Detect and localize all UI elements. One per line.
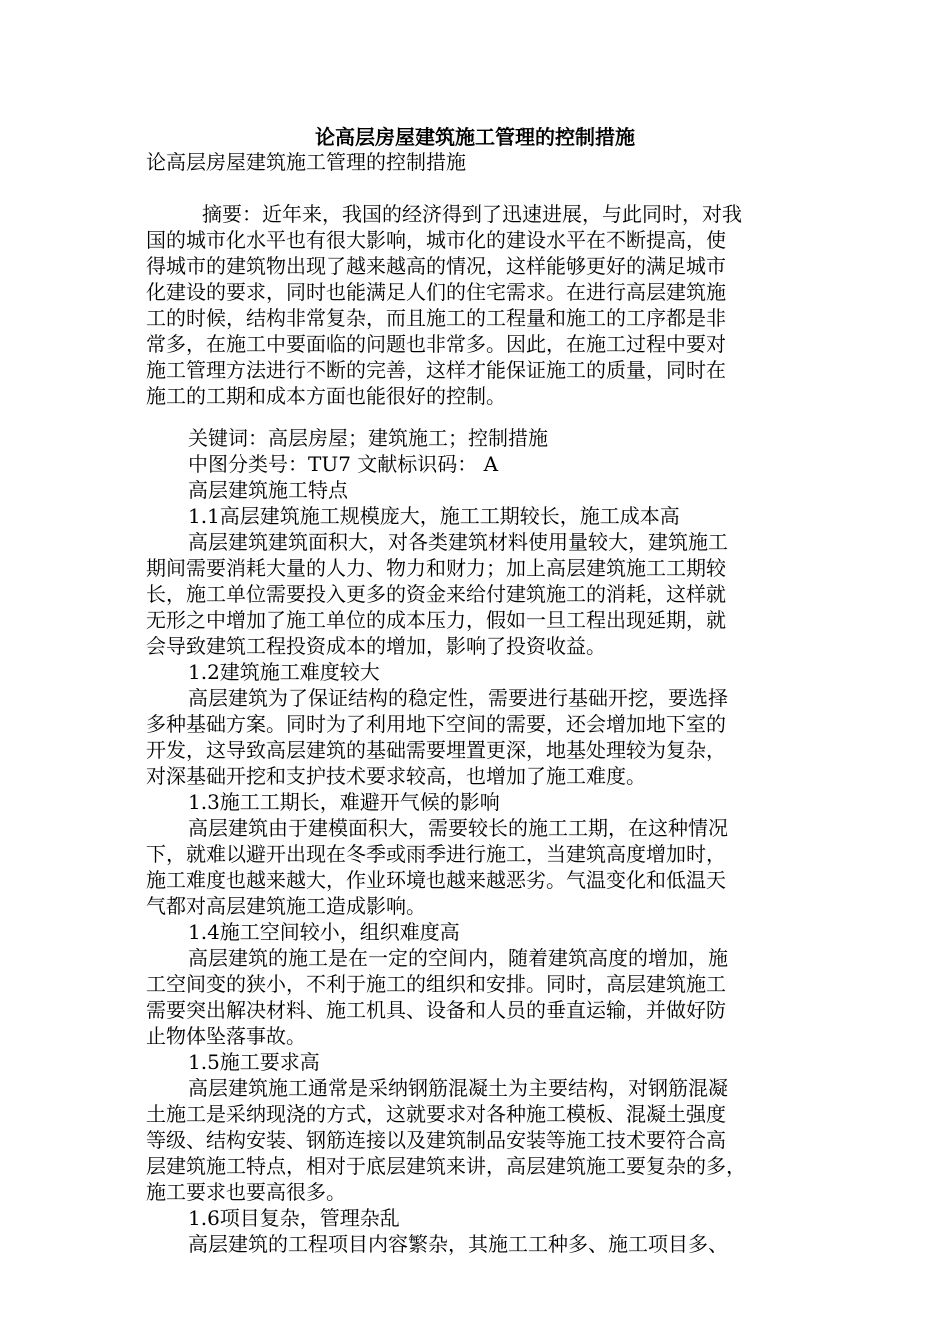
paragraph-line: 需要突出解决材料、施工机具、设备和人员的垂直运输，并做好防 bbox=[146, 998, 726, 1022]
paragraph-line: 无形之中增加了施工单位的成本压力，假如一旦工程出现延期，就 bbox=[146, 608, 726, 632]
paragraph-line: 对深基础开挖和支护技术要求较高，也增加了施工难度。 bbox=[146, 764, 646, 788]
abstract-line: 工的时候，结构非常复杂，而且施工的工程量和施工的工序都是非 bbox=[146, 306, 726, 330]
abstract-line: 国的城市化水平也有很大影响，城市化的建设水平在不断提高，使 bbox=[146, 228, 726, 252]
paragraph-line: 气都对高层建筑施工造成影响。 bbox=[146, 894, 426, 918]
paragraph-line: 高层建筑的工程项目内容繁杂，其施工工种多、施工项目多、 bbox=[188, 1232, 728, 1256]
subsection-heading: 1.4施工空间较小，组织难度高 bbox=[188, 920, 460, 944]
abstract-line: 施工管理方法进行不断的完善，这样才能保证施工的质量，同时在 bbox=[146, 358, 726, 382]
abstract-line: 施工的工期和成本方面也能很好的控制。 bbox=[146, 384, 506, 408]
abstract-line: 得城市的建筑物出现了越来越高的情况，这样能够更好的满足城市 bbox=[146, 254, 726, 278]
paragraph-line: 高层建筑建筑面积大，对各类建筑材料使用量较大，建筑施工 bbox=[188, 530, 728, 554]
keywords: 关键词：高层房屋；建筑施工；控制措施 bbox=[188, 426, 548, 450]
section-heading: 高层建筑施工特点 bbox=[188, 478, 348, 502]
paragraph-line: 长，施工单位需要投入更多的资金来给付建筑施工的消耗，这样就 bbox=[146, 582, 726, 606]
paragraph-line: 高层建筑施工通常是采纳钢筋混凝土为主要结构，对钢筋混凝 bbox=[188, 1076, 728, 1100]
paragraph-line: 土施工是采纳现浇的方式，这就要求对各种施工模板、混凝土强度 bbox=[146, 1102, 726, 1126]
abstract-line: 常多，在施工中要面临的问题也非常多。因此，在施工过程中要对 bbox=[146, 332, 726, 356]
subsection-heading: 1.2建筑施工难度较大 bbox=[188, 660, 380, 684]
paragraph-line: 层建筑施工特点，相对于底层建筑来讲，高层建筑施工要复杂的多， bbox=[146, 1154, 746, 1178]
subsection-heading: 1.3施工工期长，难避开气候的影响 bbox=[188, 790, 500, 814]
abstract-line: 化建设的要求，同时也能满足人们的住宅需求。在进行高层建筑施 bbox=[146, 280, 726, 304]
paragraph-line: 多种基础方案。同时为了利用地下空间的需要，还会增加地下室的 bbox=[146, 712, 726, 736]
paragraph-line: 等级、结构安装、钢筋连接以及建筑制品安装等施工技术要符合高 bbox=[146, 1128, 726, 1152]
paragraph-line: 下，就难以避开出现在冬季或雨季进行施工，当建筑高度增加时， bbox=[146, 842, 726, 866]
paragraph-line: 高层建筑为了保证结构的稳定性，需要进行基础开挖，要选择 bbox=[188, 686, 728, 710]
paragraph-line: 止物体坠落事故。 bbox=[146, 1024, 306, 1048]
paragraph-line: 高层建筑由于建模面积大，需要较长的施工工期，在这种情况 bbox=[188, 816, 728, 840]
abstract-line: 摘要：近年来，我国的经济得到了迅速进展，与此同时，对我 bbox=[202, 202, 742, 226]
classification: 中图分类号：TU7 文献标识码： A bbox=[188, 452, 499, 476]
paragraph-line: 会导致建筑工程投资成本的增加，影响了投资收益。 bbox=[146, 634, 606, 658]
paragraph-line: 开发，这导致高层建筑的基础需要埋置更深，地基处理较为复杂， bbox=[146, 738, 726, 762]
subsection-heading: 1.6项目复杂，管理杂乱 bbox=[188, 1206, 400, 1230]
paragraph-line: 期间需要消耗大量的人力、物力和财力；加上高层建筑施工工期较 bbox=[146, 556, 726, 580]
subsection-heading: 1.5施工要求高 bbox=[188, 1050, 320, 1074]
paragraph-line: 高层建筑的施工是在一定的空间内，随着建筑高度的增加，施 bbox=[188, 946, 728, 970]
document-subtitle: 论高层房屋建筑施工管理的控制措施 bbox=[146, 150, 466, 174]
paragraph-line: 施工难度也越来越大，作业环境也越来越恶劣。气温变化和低温天 bbox=[146, 868, 726, 892]
subsection-heading: 1.1高层建筑施工规模庞大，施工工期较长，施工成本高 bbox=[188, 504, 680, 528]
document-title: 论高层房屋建筑施工管理的控制措施 bbox=[315, 125, 635, 149]
paragraph-line: 工空间变的狭小，不利于施工的组织和安排。同时，高层建筑施工 bbox=[146, 972, 726, 996]
paragraph-line: 施工要求也要高很多。 bbox=[146, 1180, 346, 1204]
